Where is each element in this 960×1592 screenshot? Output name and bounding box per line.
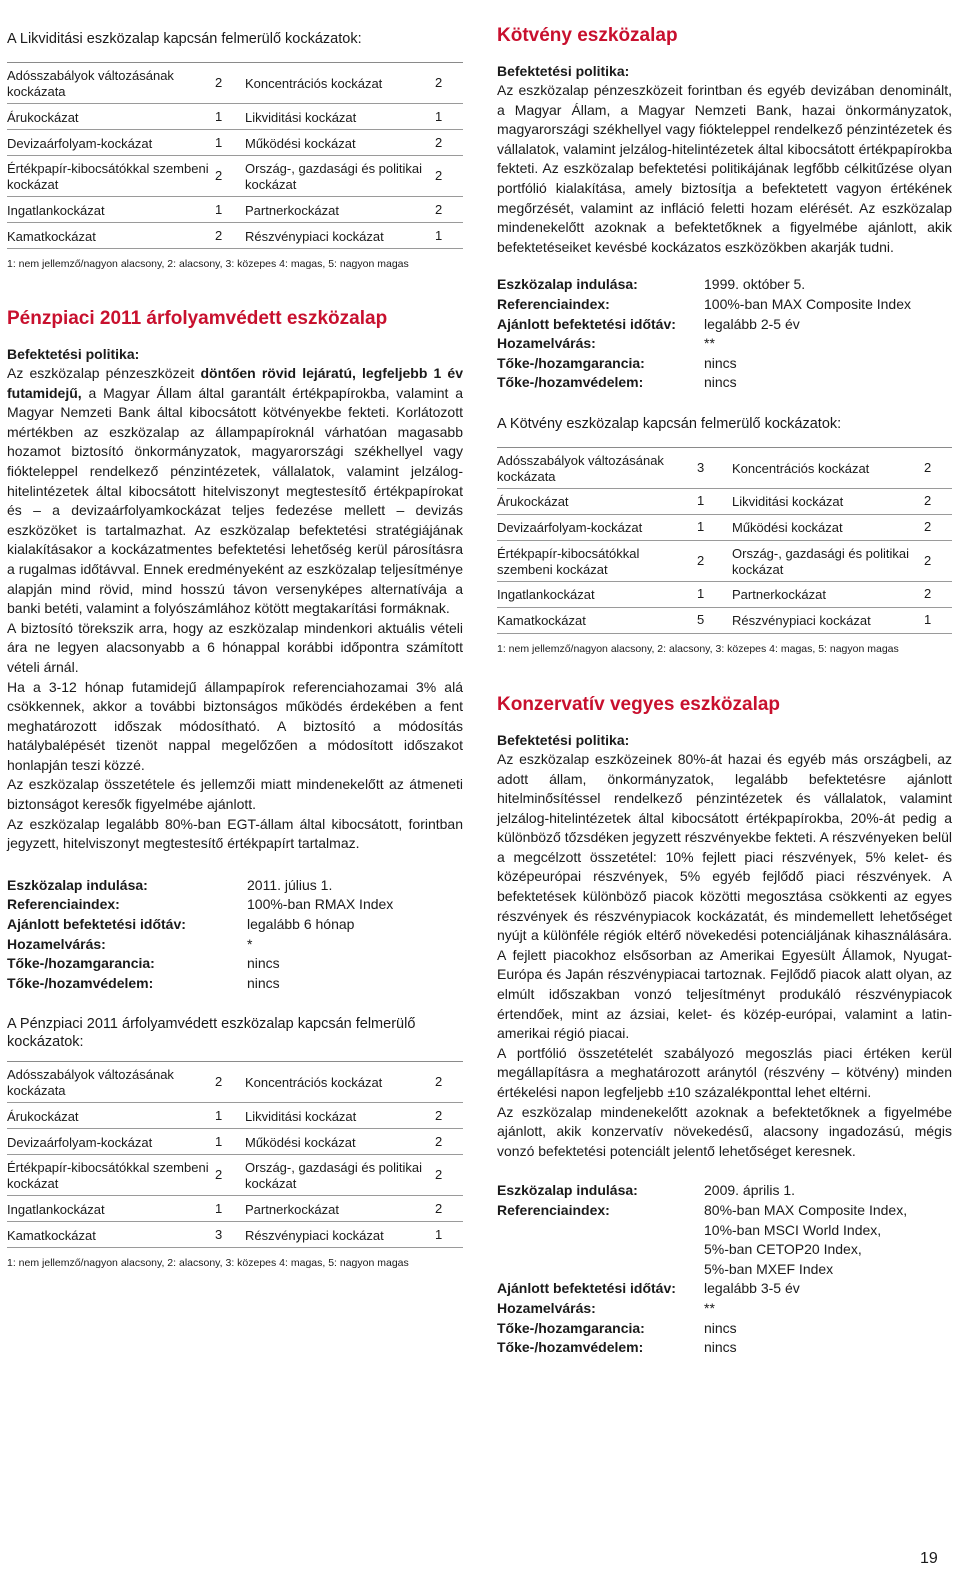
risk-value: 1	[435, 108, 443, 124]
table-row	[7, 1155, 463, 1196]
info-row	[497, 1201, 952, 1279]
risk-name: Ország-, gazdasági és politikai kockázat	[245, 161, 423, 192]
risk-name: Devizaárfolyam-kockázat	[7, 135, 153, 151]
page-number: 19	[920, 1550, 938, 1567]
policy-heading: Befektetési politika:	[7, 346, 140, 362]
risk-value: 2	[435, 168, 443, 183]
risk-intro: A Pénzpiaci 2011 árfolyamvédett eszközalap kapcsán felmerülő kockázatok:	[7, 1016, 416, 1051]
table-row	[7, 63, 463, 104]
conservative-section	[497, 693, 952, 1358]
info-value: legalább 3-5 év	[704, 1280, 800, 1297]
risk-name: Értékpapír-kibocsátókkal szembeni kockázat	[7, 1160, 209, 1192]
risk-name: Partnerkockázat	[245, 202, 339, 218]
info-row	[497, 354, 952, 374]
risk-name: Árukockázat	[7, 1108, 79, 1124]
risk-name: Ingatlankockázat	[7, 202, 105, 218]
info-key: Referenciaindex:	[7, 896, 120, 913]
risk-name: Likviditási kockázat	[245, 1108, 357, 1124]
liquidity-risk-table	[7, 62, 463, 249]
risk-value: 1	[435, 1226, 443, 1242]
policy-paragraph: Az eszközalap legalább 80%-ban EGT-állam által kibocsátott, forintban jegyzett, hitelviszonyt megtestesítő értékpapírt tartalmaz.	[7, 815, 463, 852]
risk-value: 2	[924, 459, 932, 475]
risk-value: 2	[215, 1167, 223, 1183]
policy-paragraph: Ha a 3-12 hónap futamidejű állampapírok referenciahozamai 3% alá csökkennek, akkor a további biztonságos működés érdekében a fent meghatározott időszak módosítható. A biztosító a módosítás hatálybalépését tizenöt nappal megelőzően a módosított időszakot honlapján teszi közzé.	[7, 678, 463, 773]
risk-name: Adósszabályok változásának kockázata	[497, 452, 664, 484]
risk-value: 2	[697, 552, 705, 568]
risk-value: 2	[435, 1074, 443, 1090]
risk-name: Partnerkockázat	[732, 587, 826, 603]
policy-text: Az eszközalap pénzeszközeit forintban és egyéb devizában denominált, a Magyar Állam, a Magyar Nemzeti Bank, hazai önkormányzatok, magyarországi székhellyel vagy fiókteleppel rendelkező pénzintézetek és vállalatok, valamint jelzálog-hitelintézetek által kibocsátott értékpapírokba fekteti. Az eszközalap befektetési politikájának legfőbb célkitűzése olyan portfólió kialakítása, amely biztosítja a befektetett vagyon értékének megőrzését, valamint az infláció feletti hozam elérését. Az eszközalap mindenekelőtt azoknak a befektetőknek a figyelmébe ajánlott, akik befektetéseiket kevésbé kockázatos eszközökben akarják tudni.	[497, 82, 952, 255]
table-row	[497, 608, 952, 634]
risk-name: Ingatlankockázat	[497, 587, 595, 603]
risk-value: 3	[215, 1226, 223, 1242]
risk-name: Kamatkockázat	[7, 228, 96, 244]
info-value: legalább 6 hónap	[247, 916, 355, 933]
risk-value: 1	[215, 201, 223, 217]
info-value: legalább 2-5 év	[704, 315, 800, 332]
risk-value: 1	[924, 612, 932, 628]
section-title: Konzervatív vegyes eszközalap	[497, 693, 781, 715]
info-value: **	[704, 335, 715, 352]
table-row	[7, 197, 463, 223]
policy-heading: Befektetési politika:	[497, 63, 630, 79]
risk-value: 2	[215, 1074, 223, 1090]
info-row	[497, 334, 952, 354]
liquidity-risk-section	[7, 30, 463, 270]
risk-name: Részvénypiaci kockázat	[245, 1227, 384, 1243]
risk-value: 5	[697, 612, 705, 628]
right-column	[497, 24, 952, 1358]
risk-value: 2	[215, 168, 223, 183]
risk-name: Részvénypiaci kockázat	[732, 613, 871, 629]
text-emphasis: döntően rövid lejáratú, legfeljebb 1 év futamidejű,	[7, 365, 463, 401]
table-row	[497, 489, 952, 515]
risk-value: 2	[435, 1107, 443, 1123]
policy-paragraph: Az eszközalap összetétele és jellemzői miatt mindenekelőtt az átmeneti biztonságot keresők figyelmébe ajánlott.	[7, 776, 463, 813]
risk-value: 1	[697, 519, 705, 535]
info-value: 1999. október 5.	[704, 276, 806, 293]
risk-value: 1	[435, 227, 443, 243]
risk-value: 1	[215, 1133, 223, 1149]
info-value: nincs	[247, 955, 280, 972]
policy-text	[497, 750, 952, 1161]
policy-paragraph: Az eszközalap mindenekelőtt azoknak a befektetőknek a figyelmébe ajánlott, akik konzervatív növekedésű, alacsony ingadozású, mégis vonzó befektetési potenciált jelentő lehetőséget keresnek.	[497, 1103, 952, 1159]
table-row	[7, 130, 463, 156]
risk-value: 2	[924, 552, 932, 568]
risk-name: Részvénypiaci kockázat	[245, 228, 384, 244]
info-key: Eszközalap indulása:	[497, 1182, 638, 1199]
info-key: Tőke-/hozamvédelem:	[497, 374, 644, 391]
info-key: Hozamelvárás:	[7, 935, 106, 952]
risk-value: 2	[924, 519, 932, 535]
info-key: Referenciaindex:	[497, 295, 610, 312]
risk-value: 2	[924, 493, 932, 509]
reference-line: 5%-ban MXEF Index	[704, 1260, 834, 1277]
risk-name: Működési kockázat	[245, 1134, 356, 1150]
info-key: Tőke-/hozamgarancia:	[497, 354, 645, 371]
info-value: 2011. július 1.	[247, 876, 333, 893]
info-value: *	[247, 935, 253, 952]
table-row	[7, 104, 463, 130]
reference-line: 80%-ban MAX Composite Index,	[704, 1201, 908, 1218]
risk-name: Koncentrációs kockázat	[732, 460, 870, 476]
info-row	[497, 295, 952, 315]
risk-value: 2	[435, 1167, 443, 1183]
risk-name: Kamatkockázat	[7, 1227, 96, 1243]
rating-scale-footnote: 1: nem jellemző/nagyon alacsony, 2: alacsony, 3: közepes 4: magas, 5: nagyon magas	[7, 1257, 409, 1270]
risk-name: Koncentrációs kockázat	[245, 76, 383, 91]
info-row	[497, 1319, 952, 1339]
info-key: Referenciaindex:	[497, 1201, 610, 1218]
bond-section	[497, 24, 952, 655]
info-key: Tőke-/hozamgarancia:	[497, 1319, 645, 1336]
risk-intro: A Kötvény eszközalap kapcsán felmerülő kockázatok:	[497, 415, 842, 432]
info-value: **	[704, 1299, 715, 1316]
risk-name: Likviditási kockázat	[732, 494, 844, 510]
info-value: nincs	[704, 354, 737, 371]
fund-info-table	[497, 275, 952, 393]
reference-line: 5%-ban CETOP20 Index,	[704, 1241, 862, 1258]
info-row	[7, 954, 463, 974]
reference-line: 10%-ban MSCI World Index,	[704, 1221, 882, 1238]
info-row	[497, 315, 952, 335]
risk-value: 3	[697, 459, 705, 475]
policy-text	[7, 364, 463, 854]
money-market-risk-table	[7, 1061, 463, 1248]
table-row	[7, 1129, 463, 1155]
info-key: Ajánlott befektetési időtáv:	[7, 916, 186, 933]
text-span: Az eszközalap pénzeszközeit	[7, 365, 201, 381]
risk-name: Árukockázat	[7, 109, 79, 125]
info-row	[497, 1299, 952, 1319]
rating-scale-footnote: 1: nem jellemző/nagyon alacsony, 2: alacsony, 3: közepes 4: magas, 5: nagyon magas	[7, 258, 409, 270]
info-row	[7, 915, 463, 935]
policy-heading: Befektetési politika:	[497, 731, 630, 748]
risk-value: 1	[215, 1200, 223, 1216]
info-row	[7, 935, 463, 955]
text-span: a Magyar Állam által garantált értékpapírokba, valamint a Magyar Nemzeti Bank által kibocsátott kötvényekbe fekteti. Korlátozott mértékben az eszközalap az állampapíroknál várhatóan magasabb hozamot biztosító önkormányzatok, magyarországi székhellyel vagy fiókteleppel rendelkező pénzintézetek, vállalatok, valamint jelzálog-hitelintézetek által kibocsátott hitelviszonyt megtestesítő értékpapírokat és – a devizaárfolyamkockázat teljes fedezése mellett – devizás eszközöket is tartalmazhat. Az eszközalap befektetési stratégiájának kialakításakor a kockázatmentes befektetési lehetőség kerül párosításra a rugalmas időtávval. Ennek eredményeként az eszközalap teljesítménye alapján mind rövid, mind hosszú távon versenyképes alternatívája a banki betéti, valamint a folyószámlához kötött megtakarítási formáknak.	[7, 384, 463, 617]
risk-name: Értékpapír-kibocsátókkal szembeni kockázat	[497, 545, 640, 577]
info-key: Eszközalap indulása:	[497, 276, 638, 293]
table-row	[7, 156, 463, 197]
risk-name: Adósszabályok változásának kockázata	[7, 68, 174, 99]
risk-value: 2	[435, 75, 443, 90]
risk-value: 2	[435, 134, 443, 150]
table-row	[7, 1103, 463, 1129]
risk-value: 1	[697, 493, 705, 509]
risk-name: Kamatkockázat	[497, 613, 586, 629]
info-key: Tőke-/hozamvédelem:	[497, 1339, 644, 1356]
info-row	[7, 876, 463, 896]
risk-value: 1	[215, 108, 223, 124]
risk-name: Ország-, gazdasági és politikai kockázat	[245, 1160, 423, 1192]
info-row	[7, 974, 463, 994]
info-value: 100%-ban RMAX Index	[247, 896, 394, 913]
fund-info-table	[497, 1181, 952, 1357]
risk-value: 1	[697, 586, 705, 602]
info-row	[497, 1181, 952, 1201]
table-row	[7, 1196, 463, 1222]
table-row	[7, 223, 463, 249]
risk-name: Működési kockázat	[732, 520, 843, 536]
liquidity-risk-intro: A Likviditási eszközalap kapcsán felmerülő kockázatok:	[7, 31, 362, 47]
risk-name: Koncentrációs kockázat	[245, 1075, 383, 1091]
risk-name: Devizaárfolyam-kockázat	[497, 520, 643, 536]
policy-paragraph	[7, 364, 463, 619]
table-row	[497, 515, 952, 541]
risk-value: 2	[435, 1133, 443, 1149]
risk-name: Árukockázat	[497, 494, 569, 510]
table-row	[7, 1062, 463, 1103]
info-key: Hozamelvárás:	[497, 335, 596, 352]
info-key: Hozamelvárás:	[497, 1299, 596, 1316]
table-row	[497, 582, 952, 608]
info-value: nincs	[704, 1339, 737, 1356]
table-row	[7, 1222, 463, 1248]
risk-value: 2	[215, 75, 223, 90]
fund-info-table	[7, 876, 463, 994]
policy-paragraph: A portfólió összetételét szabályozó megoszlás piaci értéken kerül megállapításra a meghatározott aránytól (részvény – kötvény) minden értékelési napon legfeljebb ±10 százalékponttal lehet eltérni.	[497, 1044, 952, 1100]
info-key: Ajánlott befektetési időtáv:	[497, 315, 676, 332]
info-key: Ajánlott befektetési időtáv:	[497, 1280, 676, 1297]
info-key: Tőke-/hozamgarancia:	[7, 955, 155, 972]
risk-name: Értékpapír-kibocsátókkal szembeni kockázat	[7, 161, 209, 192]
rating-scale-footnote: 1: nem jellemző/nagyon alacsony, 2: alacsony, 3: közepes 4: magas, 5: nagyon magas	[497, 642, 899, 655]
risk-name: Devizaárfolyam-kockázat	[7, 1134, 153, 1150]
risk-value: 2	[435, 201, 443, 217]
risk-name: Partnerkockázat	[245, 1201, 339, 1217]
risk-name: Működési kockázat	[245, 135, 356, 151]
risk-name: Adósszabályok változásának kockázata	[7, 1067, 174, 1099]
info-row	[497, 373, 952, 393]
info-value	[704, 1201, 952, 1279]
info-value: 100%-ban MAX Composite Index	[704, 295, 911, 312]
bond-risk-table	[497, 447, 952, 634]
info-row	[497, 1338, 952, 1358]
info-value: nincs	[704, 374, 737, 391]
section-title: Kötvény eszközalap	[497, 25, 678, 46]
risk-value: 2	[924, 586, 932, 602]
risk-name: Likviditási kockázat	[245, 109, 357, 125]
table-row	[497, 448, 952, 489]
info-row	[497, 1279, 952, 1299]
section-title: Pénzpiaci 2011 árfolyamvédett eszközalap	[7, 308, 388, 329]
risk-name: Ingatlankockázat	[7, 1201, 105, 1217]
info-row	[497, 275, 952, 295]
info-key: Tőke-/hozamvédelem:	[7, 974, 154, 991]
policy-paragraph: Az eszközalap eszközeinek 80%-át hazai és egyéb más országbeli, az adott állam, önkormányzatok, legalább befektetésre ajánlott hitelminősítéssel rendelkező pénzintézetek és vállalatok, valamint jelzálog-hitelintézetek által kibocsátott értékpapírokba, 20%-át pedig a különböző tőzsdéken jegyzett részvényekbe fekteti. A részvényeken belül a megcélzott összetétel: 10% fejlett piaci részvények, 5% kelet- és középeurópai részvények, 5% egyéb fejlődő piaci részvények. A befektetések különböző piacok közötti megosztása csökkenti az egyes részvények és részvénypiacok kockázatát, és mindemellett lehetőséget nyújt a különféle régiók eltérő növekedési potenciáljának kihasználására. A fejlett piacokhoz elsősorban az Amerikai Egyesült Államok, Nyugat-Európa és Japán részvénypiacai tartoznak. Fejlődő piacok alatt olyan, az elmúlt időszakban vonzó teljesítményt produkáló részvénypiacok értendőek, mint az ázsiai, kelet- és közép-európai, valamint a latin-amerikai régió piacai.	[497, 750, 952, 1042]
risk-name: Ország-, gazdasági és politikai kockázat	[732, 545, 910, 577]
risk-value: 2	[215, 227, 223, 243]
left-column	[7, 24, 463, 1269]
risk-value: 2	[435, 1200, 443, 1216]
info-value: nincs	[704, 1319, 737, 1336]
info-row	[7, 895, 463, 915]
policy-paragraph: A biztosító törekszik arra, hogy az eszközalap mindenkori aktuális vételi ára ne legyen alacsonyabb a 6 hónappal korábbi időpontra számított vételi árnál.	[7, 619, 463, 675]
info-value: nincs	[247, 974, 280, 991]
risk-value: 1	[215, 1107, 223, 1123]
risk-value: 1	[215, 134, 223, 150]
info-value: 2009. április 1.	[704, 1182, 796, 1199]
info-key: Eszközalap indulása:	[7, 876, 148, 893]
money-market-section	[7, 307, 463, 1269]
table-row	[497, 541, 952, 582]
